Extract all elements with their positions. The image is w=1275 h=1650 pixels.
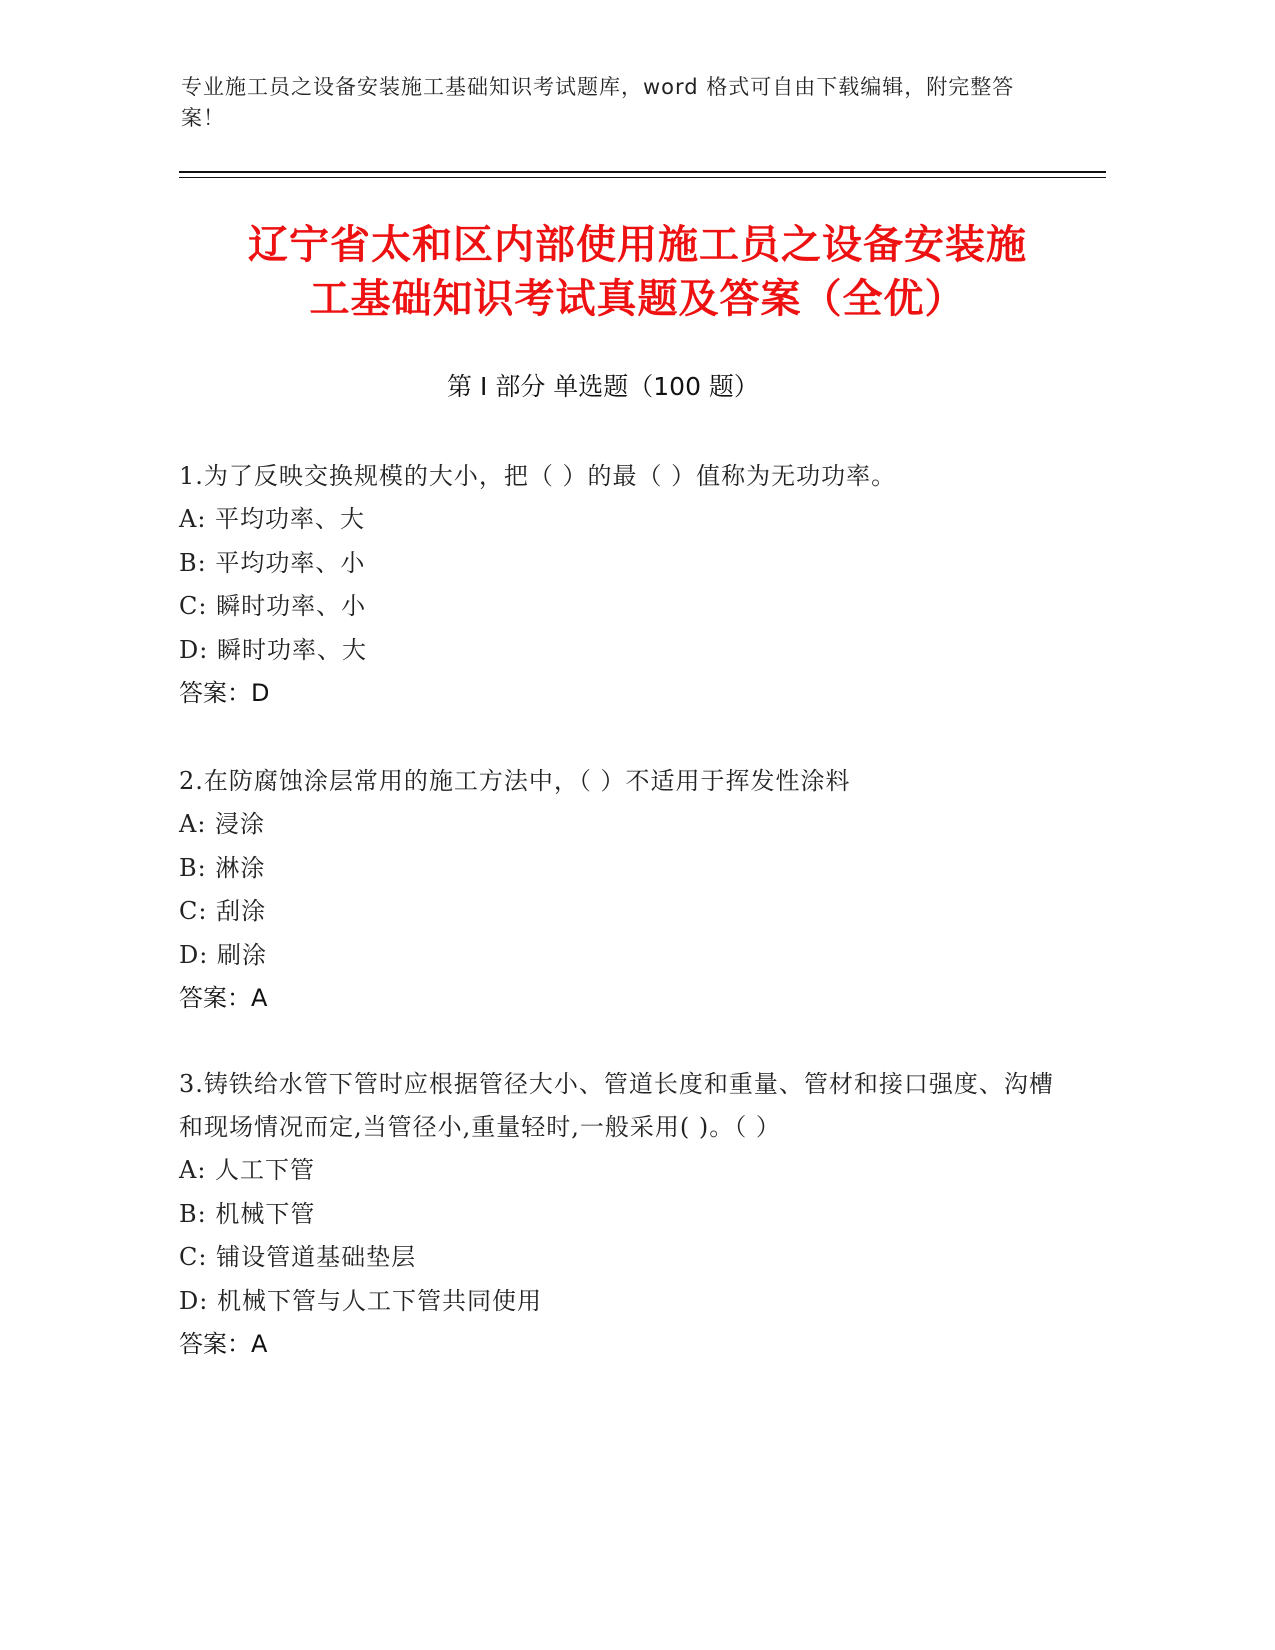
answer: 答案：A — [179, 984, 268, 1012]
option-d: D: 瞬时功率、大 — [179, 635, 367, 664]
option-d: D: 刷涂 — [179, 940, 267, 969]
option-c: C: 刮涂 — [179, 897, 267, 925]
section-heading: 第 I 部分 单选题（100 题） — [447, 372, 759, 401]
document-header-note: 专业施工员之设备安装施工基础知识考试题库，word 格式可自由下载编辑，附完整答案！ — [181, 75, 1015, 130]
answer: 答案：A — [179, 1330, 268, 1358]
question-stem: 1.为了反映交换规模的大小，把（ ）的最（ ）值称为无功功率。 — [179, 462, 897, 490]
option-d: D: 机械下管与人工下管共同使用 — [179, 1286, 542, 1315]
question-3 — [179, 1063, 1059, 1367]
document-title-line-1: 辽宁省太和区内部使用施工员之设备安装施 — [248, 222, 1027, 268]
option-a: A: 平均功率、大 — [179, 505, 366, 533]
option-c: C: 瞬时功率、小 — [179, 592, 367, 620]
option-b: B: 淋涂 — [179, 853, 266, 882]
option-a: A: 人工下管 — [179, 1156, 316, 1184]
option-a: A: 浸涂 — [179, 810, 266, 838]
header-divider-thick — [179, 171, 1106, 173]
header-divider-thin — [179, 177, 1106, 178]
question-1 — [179, 455, 1059, 716]
document-title-line-2: 工基础知识考试真题及答案（全优） — [309, 276, 966, 322]
option-b: B: 机械下管 — [179, 1199, 316, 1228]
answer: 答案：D — [179, 679, 270, 707]
question-stem: 3.铸铁给水管下管时应根据管径大小、管道长度和重量、管材和接口强度、沟槽和现场情况而定,当管径小,重量轻时,一般采用( )。（ ） — [179, 1070, 1054, 1141]
option-c: C: 铺设管道基础垫层 — [179, 1243, 417, 1271]
question-stem: 2.在防腐蚀涂层常用的施工方法中，（ ）不适用于挥发性涂料 — [179, 767, 851, 795]
option-b: B: 平均功率、小 — [179, 548, 366, 577]
question-2 — [179, 760, 1059, 1021]
document-title — [160, 218, 1115, 326]
